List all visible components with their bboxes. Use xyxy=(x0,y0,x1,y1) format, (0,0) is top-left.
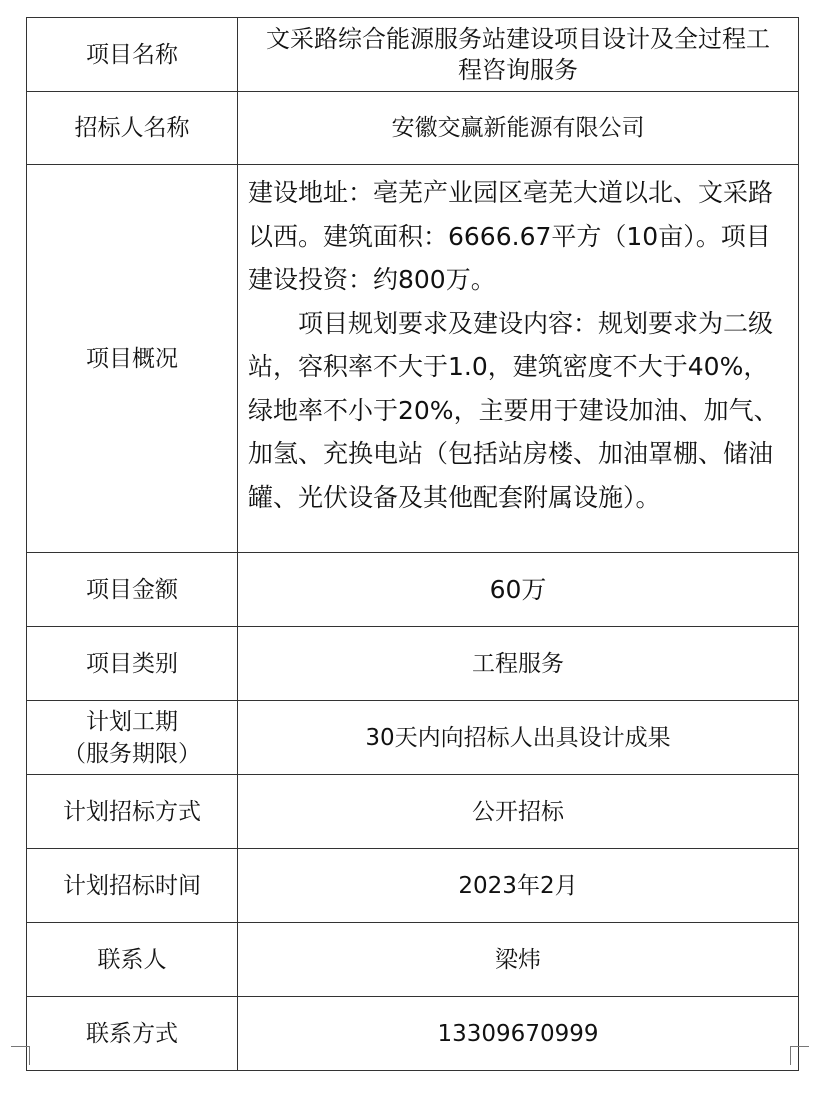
page-corner-mark-right xyxy=(790,1046,809,1065)
tenderer-label: 招标人名称 xyxy=(27,92,238,165)
category-label: 项目类别 xyxy=(27,627,238,701)
row-schedule xyxy=(27,701,799,775)
category-value: 工程服务 xyxy=(238,627,799,701)
row-overview xyxy=(27,165,799,553)
project-name-label: 项目名称 xyxy=(27,18,238,92)
project-name-line1: 文采路综合能源服务站建设项目设计及全过程工 xyxy=(266,24,770,53)
row-method xyxy=(27,775,799,849)
contact-value: 梁炜 xyxy=(238,923,799,997)
project-info-table xyxy=(26,17,799,1071)
schedule-label xyxy=(27,701,238,775)
row-phone xyxy=(27,997,799,1071)
row-contact xyxy=(27,923,799,997)
amount-label: 项目金额 xyxy=(27,553,238,627)
contact-label: 联系人 xyxy=(27,923,238,997)
project-name-value xyxy=(238,18,799,92)
amount-value: 60万 xyxy=(238,553,799,627)
method-value: 公开招标 xyxy=(238,775,799,849)
overview-label: 项目概况 xyxy=(27,165,238,553)
page-corner-mark-left xyxy=(11,1046,30,1065)
overview-value xyxy=(238,165,799,553)
tenderer-value: 安徽交赢新能源有限公司 xyxy=(238,92,799,165)
overview-requirements-paragraph: 项目规划要求及建设内容：规划要求为二级站，容积率不大于1.0，建筑密度不大于40%，绿地率不小于20%，主要用于建设加油、加气、加氢、充换电站（包括站房楼、加油罩棚、储油罐、光伏设备及其他配套附属设施）。 xyxy=(248,308,779,512)
schedule-label-line2: （服务期限） xyxy=(63,740,201,767)
schedule-value: 30天内向招标人出具设计成果 xyxy=(238,701,799,775)
row-amount xyxy=(27,553,799,627)
method-label: 计划招标方式 xyxy=(27,775,238,849)
row-category xyxy=(27,627,799,701)
project-name-line2: 程咨询服务 xyxy=(458,55,578,84)
time-label: 计划招标时间 xyxy=(27,849,238,923)
phone-value: 13309670999 xyxy=(238,997,799,1071)
row-tenderer xyxy=(27,92,799,165)
time-value: 2023年2月 xyxy=(238,849,799,923)
row-project-name xyxy=(27,18,799,92)
phone-label: 联系方式 xyxy=(27,997,238,1071)
row-time xyxy=(27,849,799,923)
overview-location-paragraph: 建设地址：亳芜产业园区亳芜大道以北、文采路以西。建筑面积：6666.67平方（10亩）。项目建设投资：约800万。 xyxy=(248,178,774,294)
schedule-label-line1: 计划工期 xyxy=(86,708,178,735)
